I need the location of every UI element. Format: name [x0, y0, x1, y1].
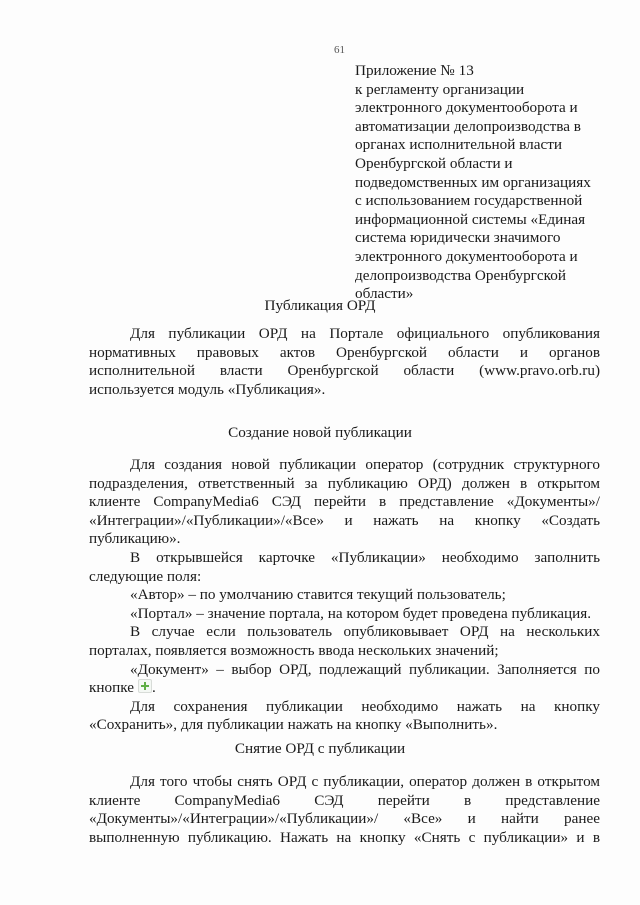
section-title-publication: Публикация ОРД	[264, 297, 376, 314]
appendix-header	[355, 62, 605, 304]
paragraph-unpublish	[89, 773, 600, 847]
text-line: следующие поля:	[89, 567, 202, 585]
text-line: В случае если пользователь опубликовывает ОРД на нескольких	[130, 623, 600, 641]
text-line: нормативных правовых актов Оренбургской области и органов	[89, 343, 600, 361]
text-line: Для того чтобы снять ОРД с публикации, оператор должен в открытом	[130, 773, 600, 790]
text-line: «Автор» – по умолчанию ставится текущий пользователь;	[130, 586, 506, 604]
appendix-line: к регламенту организации	[355, 80, 525, 98]
section-title-unpublish: Снятие ОРД с публикации	[234, 740, 406, 757]
appendix-line: автоматизации делопроизводства в	[355, 117, 581, 135]
text-line: Для создания новой публикации оператор (сотрудник структурного	[130, 456, 600, 473]
text-line: Для публикации ОРД на Портале официального опубликования	[130, 325, 600, 342]
appendix-line: информационной системы «Единая	[355, 210, 586, 228]
text-line: «Документы»/«Интеграции»/«Публикации»/ «Все» и найти ранее	[89, 810, 600, 828]
appendix-line: с использованием государственной	[355, 192, 583, 210]
paragraph-create-steps	[89, 456, 600, 735]
text-line: «Интеграции»/«Публикации»/«Все» и нажать на кнопку «Создать	[89, 511, 600, 529]
appendix-line: Оренбургской области и	[355, 154, 513, 172]
appendix-line: электронного документооборота и	[355, 247, 578, 265]
text-line: «Портал» – значение портала, на котором будет проведена публикация.	[130, 604, 592, 622]
text-line: подразделения, ответственный за публикацию ОРД) должен в открытом	[89, 474, 600, 492]
text-line: Для сохранения публикации необходимо нажать на кнопку	[130, 697, 600, 715]
text-line: клиенте CompanyMedia6 СЭД перейти в представление	[89, 791, 600, 809]
text-line: В открывшейся карточке «Публикации» необходимо заполнить	[130, 548, 600, 566]
text-fragment: кнопке	[89, 679, 134, 697]
add-plus-icon	[138, 679, 152, 693]
page-number: 61	[334, 44, 345, 56]
text-line: выполненную публикацию. Нажать на кнопку «Снять с публикации» и в	[89, 828, 600, 846]
text-line: «Документ» – выбор ОРД, подлежащий публикации. Заполняется по	[130, 660, 600, 678]
text-line: используется модуль «Публикация».	[89, 380, 326, 398]
text-line: «Сохранить», для публикации нажать на кнопку «Выполнить».	[89, 716, 498, 734]
appendix-line: делопроизводства Оренбургской	[355, 266, 566, 284]
text-line: исполнительной власти Оренбургской области (www.pravo.orb.ru)	[89, 362, 600, 380]
appendix-line: электронного документооборота и	[355, 99, 578, 117]
text-line-with-icon	[89, 679, 600, 698]
appendix-line: Приложение № 13	[355, 62, 474, 79]
section-title-create: Создание новой публикации	[228, 424, 412, 441]
appendix-line: области»	[355, 285, 414, 303]
text-fragment: .	[151, 679, 156, 697]
paragraph-intro	[89, 325, 600, 399]
text-line: клиенте CompanyMedia6 СЭД перейти в представление «Документы»/	[89, 493, 600, 511]
text-line: порталах, появляется возможность ввода нескольких значений;	[89, 641, 499, 659]
appendix-line: подведомственных им организациях	[355, 173, 591, 191]
appendix-line: система юридически значимого	[355, 229, 561, 247]
text-line: публикацию».	[89, 530, 181, 548]
appendix-line: органах исполнительной власти	[355, 136, 562, 154]
